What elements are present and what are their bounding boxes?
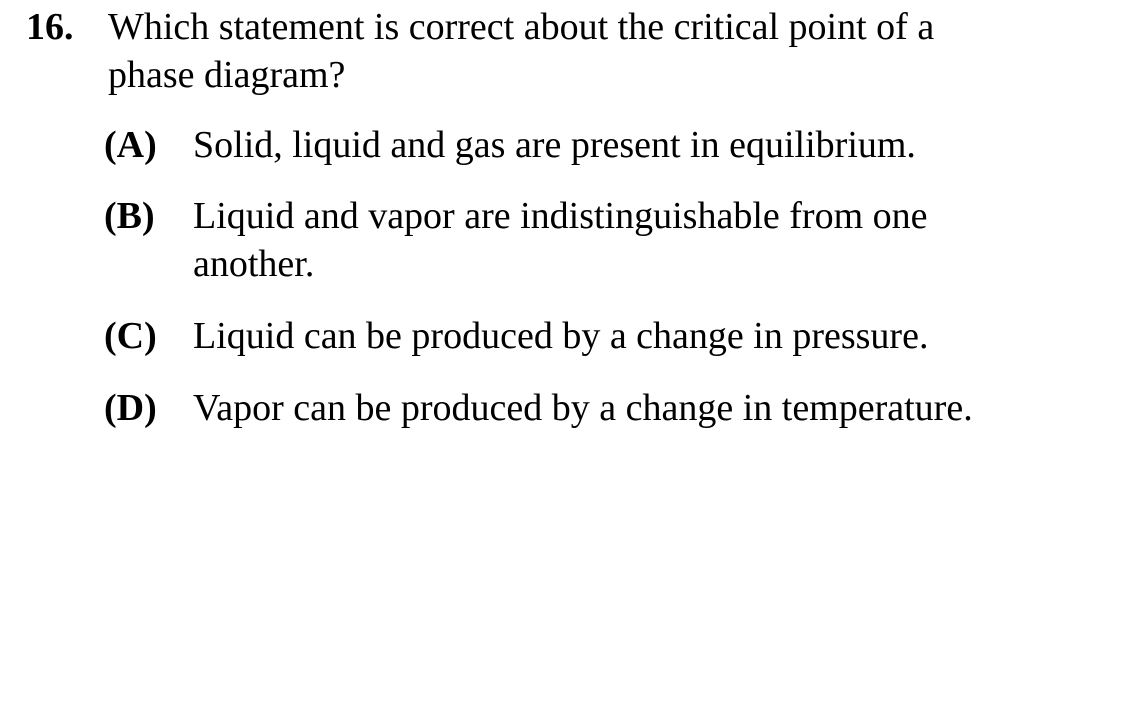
question-number: 16. xyxy=(26,6,74,48)
question-stem-line-1: Which statement is correct about the critical point of a xyxy=(108,6,935,48)
option-b-text-line-1: Liquid and vapor are indistinguishable from one xyxy=(193,195,928,237)
option-a-label: (A) xyxy=(104,124,157,166)
option-c-text: Liquid can be produced by a change in pressure. xyxy=(193,315,929,357)
option-b-label: (B) xyxy=(104,195,155,237)
option-d-text: Vapor can be produced by a change in temperature. xyxy=(193,387,973,429)
option-c-label: (C) xyxy=(104,315,157,357)
option-d-label: (D) xyxy=(104,387,157,429)
question-stem xyxy=(108,3,1108,99)
option-b-text-line-2: another. xyxy=(193,243,315,285)
option-b-text xyxy=(193,192,1023,288)
option-a-text: Solid, liquid and gas are present in equilibrium. xyxy=(193,124,916,166)
question-stem-line-2: phase diagram? xyxy=(108,54,346,96)
